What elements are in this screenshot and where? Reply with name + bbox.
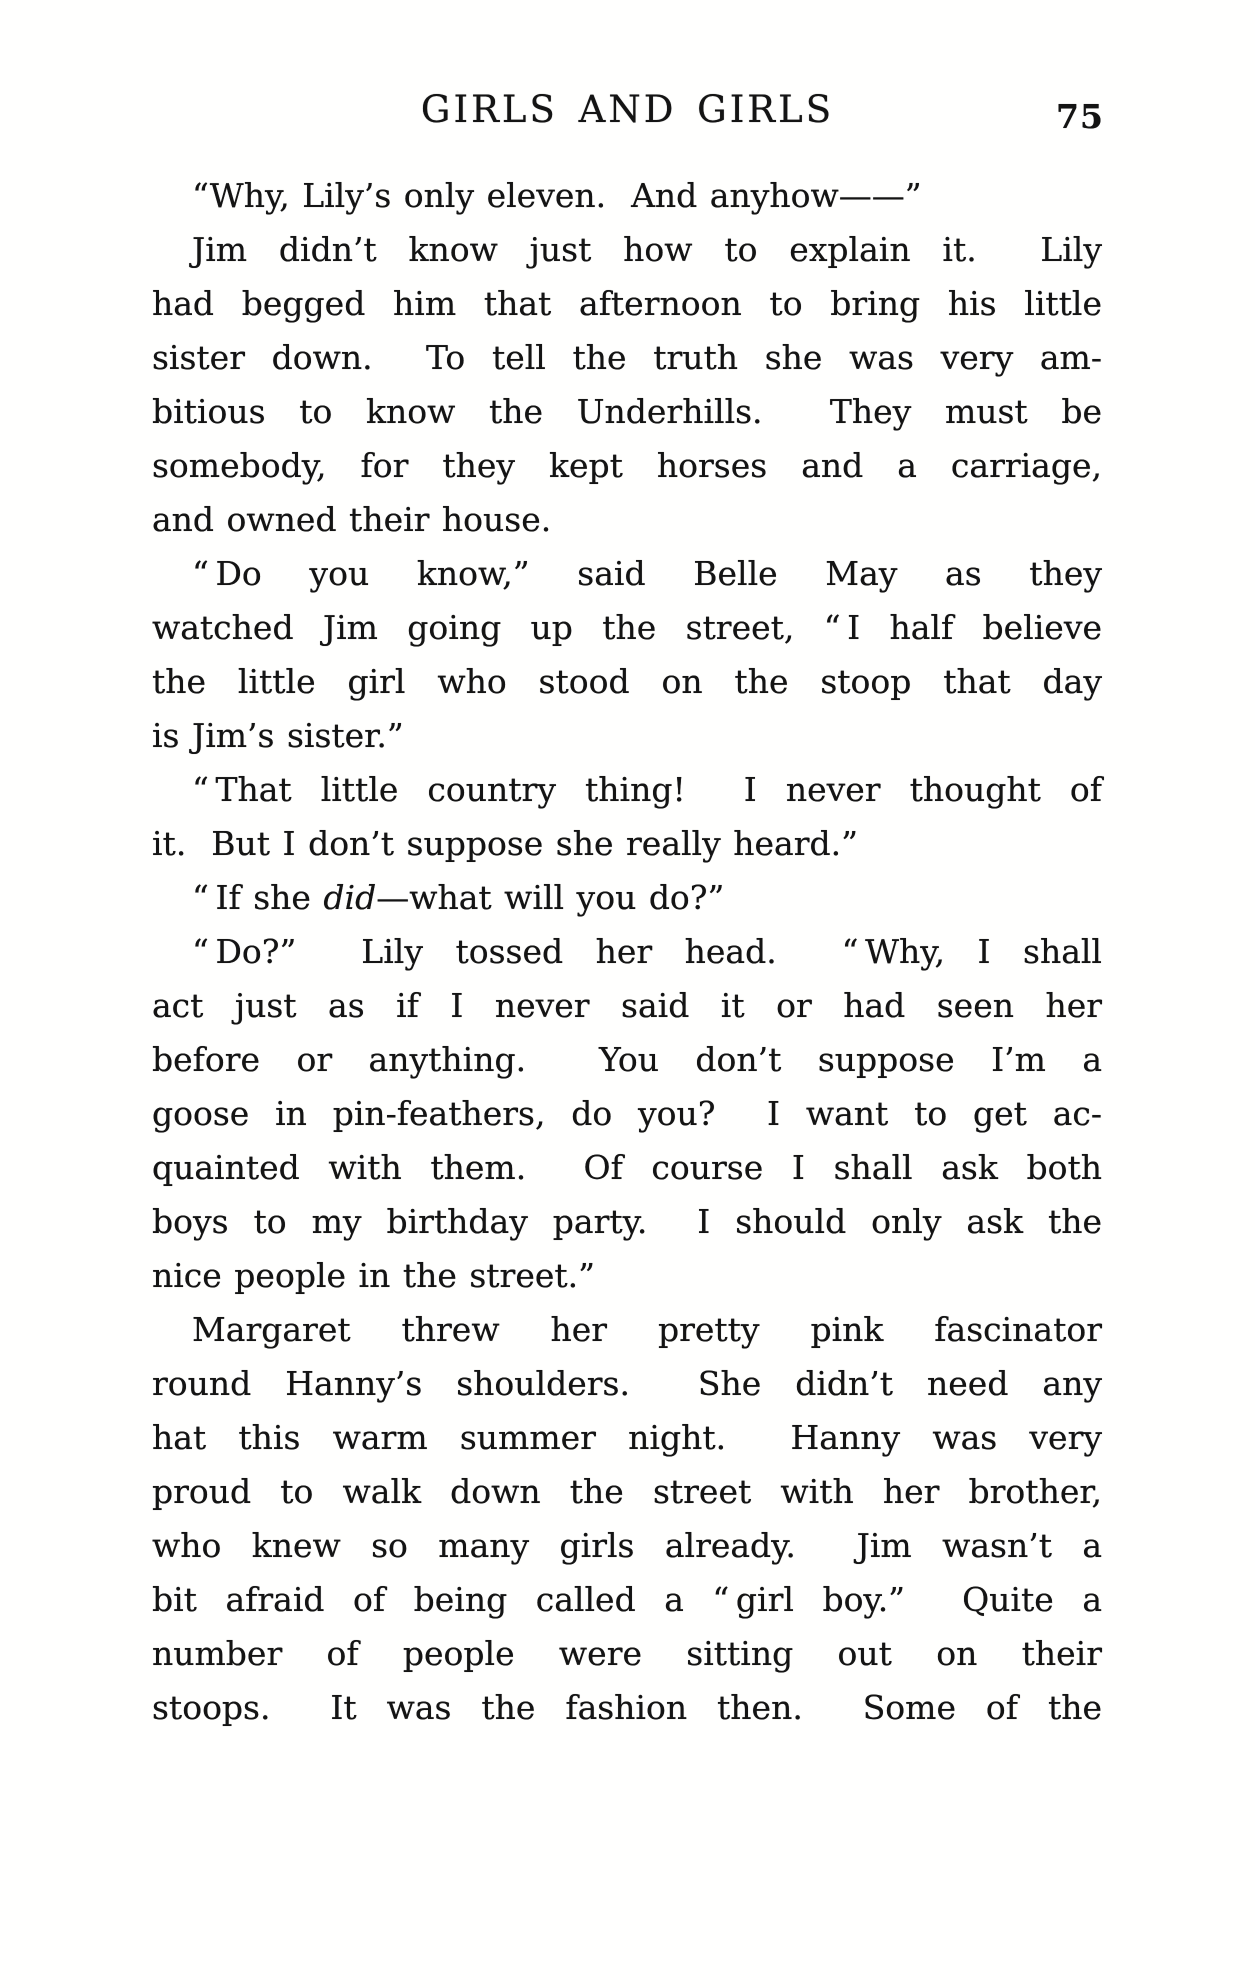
paragraph [152,169,1102,223]
text-line [152,1465,1102,1519]
text-line [152,655,1102,709]
text-line [152,385,1102,439]
text-line [152,439,1102,493]
text-line [152,1627,1102,1681]
paragraph [152,871,1102,925]
text-segment: the little girl who stood on the stoop that day [152,662,1102,701]
text-line [152,1681,1102,1735]
text-line [152,1519,1102,1573]
text-segment: is Jim’s sister.” [152,716,404,755]
text-line [152,547,1102,601]
text-segment: sister down. To tell the truth she was very am- [152,338,1102,377]
text-segment: and owned their house. [152,500,552,539]
text-segment: “Why, Lily’s only eleven. And anyhow——” [192,176,922,215]
text-segment: stoops. It was the fashion then. Some of the [152,1688,1102,1727]
text-line [152,1195,1102,1249]
text-line [152,331,1102,385]
text-segment: who knew so many girls already. Jim wasn’t a [152,1526,1102,1565]
text-segment: hat this warm summer night. Hanny was very [152,1418,1102,1457]
text-line [152,1303,1102,1357]
paragraph [152,1303,1102,1735]
text-line [152,1141,1102,1195]
text-segment: “ Do?” Lily tossed her head. “ Why, I shall [192,932,1102,971]
running-title: GIRLS AND GIRLS [420,88,835,131]
text-line [152,277,1102,331]
text-segment: “ That little country thing! I never thought of [192,770,1102,809]
text-segment: goose in pin-feathers, do you? I want to get ac- [152,1094,1102,1133]
text-segment: quainted with them. Of course I shall ask both [152,1148,1102,1187]
text-line [152,493,1102,547]
text-segment: Margaret threw her pretty pink fascinator [192,1310,1102,1349]
text-segment: Jim didn’t know just how to explain it. Lily [192,230,1102,269]
text-line [152,763,1102,817]
text-segment: act just as if I never said it or had seen her [152,986,1102,1025]
text-segment: round Hanny’s shoulders. She didn’t need any [152,1364,1102,1403]
text-segment: proud to walk down the street with her brother, [152,1472,1102,1511]
text-line [152,601,1102,655]
text-line [152,1033,1102,1087]
text-line [152,1249,1102,1303]
text-segment: it. But I don’t suppose she really heard.” [152,824,858,863]
paragraph [152,547,1102,763]
text-segment: somebody, for they kept horses and a carriage, [152,446,1102,485]
italic-text: did [323,878,377,917]
text-segment: nice people in the street.” [152,1256,596,1295]
text-segment: had begged him that afternoon to bring his little [152,284,1102,323]
text-segment: —what will you do?” [376,878,725,917]
text-segment: “ If she [192,878,324,917]
text-segment: bit afraid of being called a “ girl boy.” Quite a [152,1580,1102,1619]
text-line [152,979,1102,1033]
text-segment: bitious to know the Underhills. They must be [152,392,1102,431]
text-line [152,1573,1102,1627]
text-line [152,925,1102,979]
text-line [152,169,1102,223]
page-number: 75 [1056,97,1104,136]
page-body [152,169,1102,1735]
paragraph [152,223,1102,547]
text-segment: boys to my birthday party. I should only ask the [152,1202,1102,1241]
text-segment: watched Jim going up the street, “ I half believe [152,608,1102,647]
text-line [152,1087,1102,1141]
text-segment: number of people were sitting out on their [152,1634,1102,1673]
text-segment: “ Do you know,” said Belle May as they [192,554,1102,593]
text-line [152,223,1102,277]
text-line [152,871,1102,925]
text-segment: before or anything. You don’t suppose I’m a [152,1040,1102,1079]
paragraph [152,763,1102,871]
text-line [152,817,1102,871]
text-line [152,1411,1102,1465]
text-line [152,1357,1102,1411]
paragraph [152,925,1102,1303]
text-line [152,709,1102,763]
